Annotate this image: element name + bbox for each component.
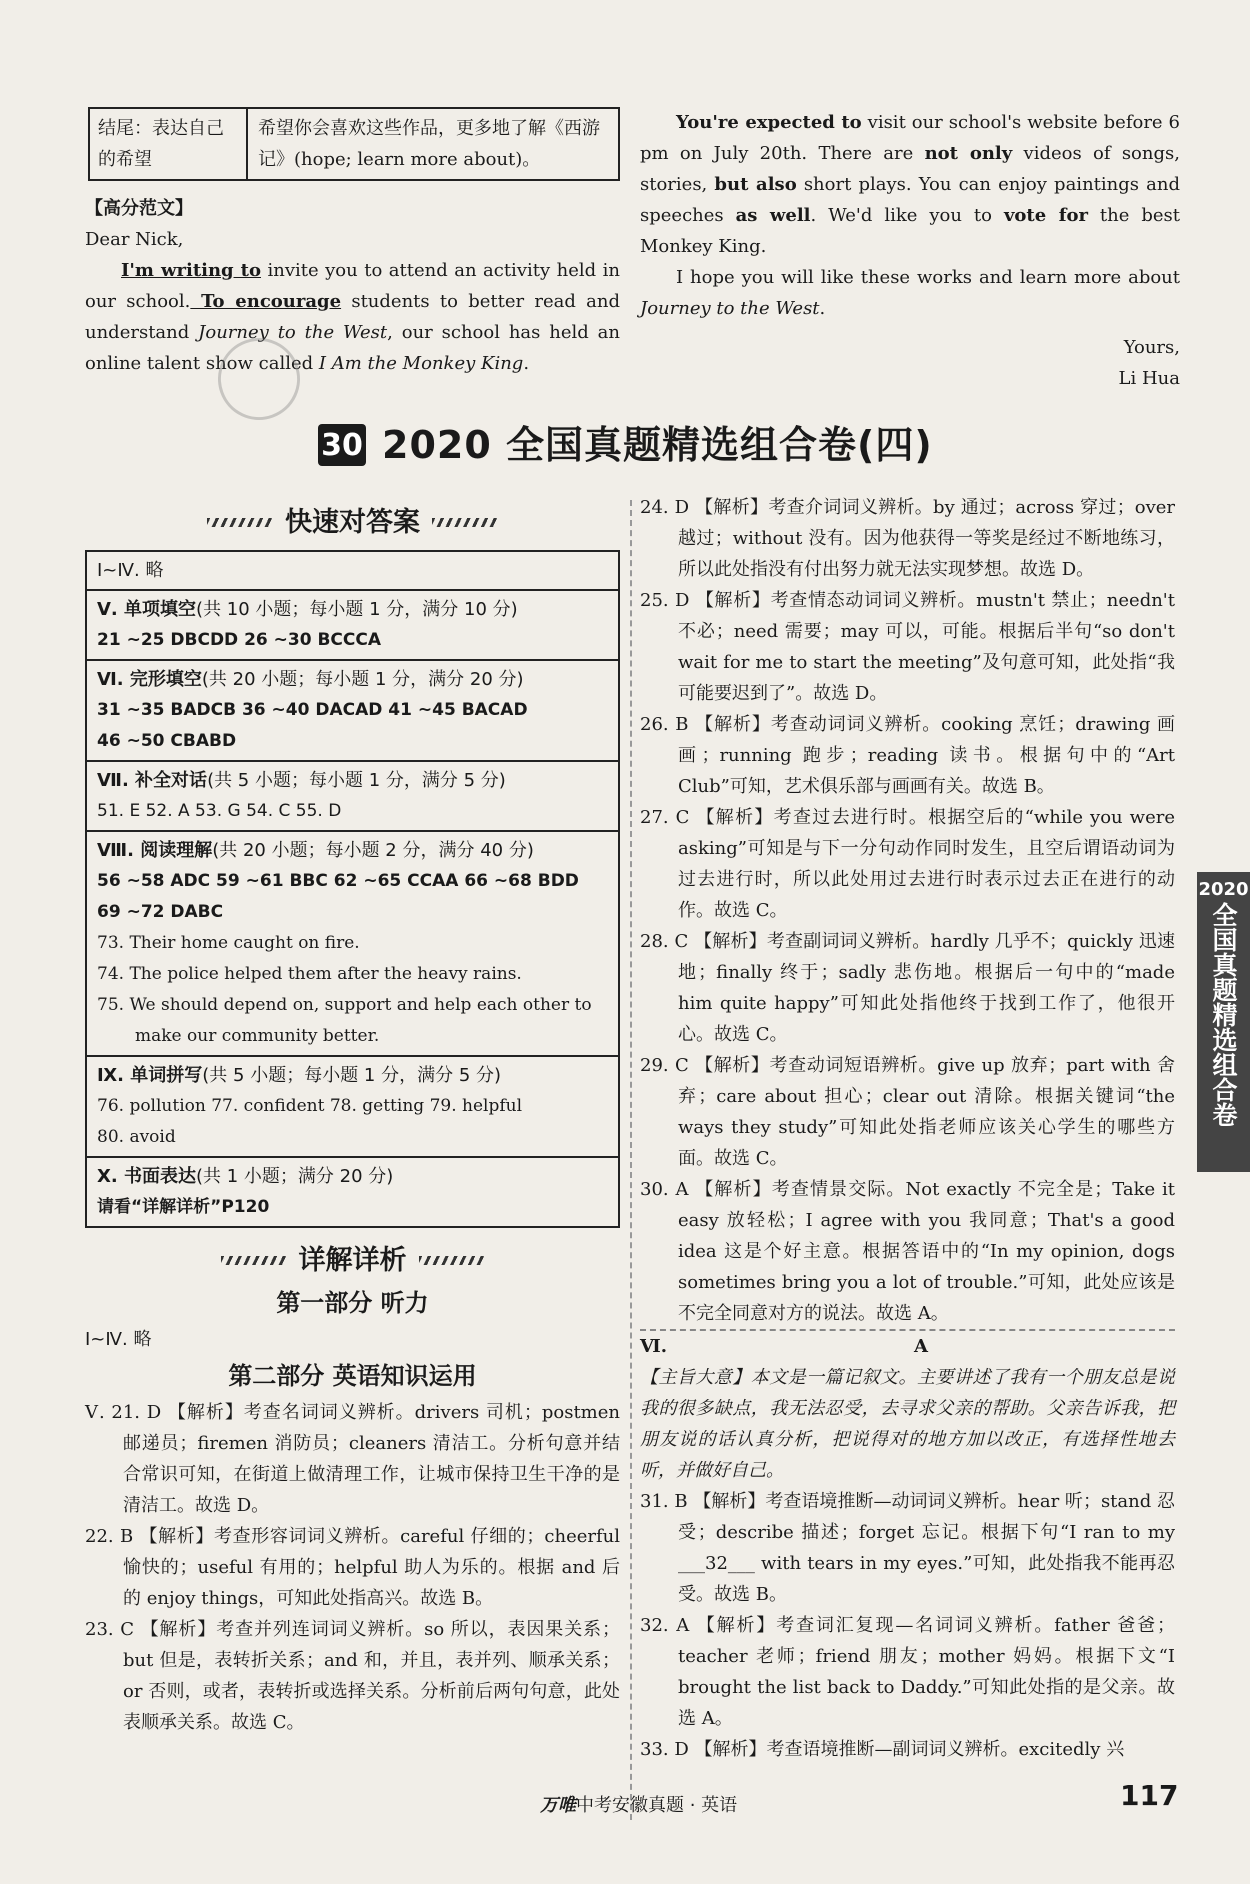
phrase: but also [714,174,797,195]
decor-stripes-icon [432,518,498,527]
explanation-item: 25. D 【解析】考查情态动词词义辨析。mustn't 禁止；needn't 不必；need 需要；may 可以，可能。根据后半句“so don't wait for me to start the meeting”及句意可知，此处指“我可能要迟到了”。故选 D。 [640,590,1175,704]
text: . [523,353,530,374]
outline-cell-label: 结尾：表达自己的希望 [90,109,248,179]
answer-line: 75. We should depend on, support and help each other to make our community better. [97,995,592,1046]
section-heading [97,1161,608,1192]
section-six-heading [640,1329,1175,1362]
passage-summary: 【主旨大意】本文是一篇记叙文。主要讲述了我有一个朋友总是说我的很多缺点，我无法忍受，去寻求父亲的帮助。父亲告诉我，把朋友说的话认真分析，把说得对的地方加以改正，有选择性地去听，并做好自己。 [640,1367,1175,1481]
text: students to better read and understand [85,291,620,343]
explanation-item: 23. C 【解析】考查并列连词词义辨析。so 所以，表因果关系；but 但是，表转折关系；and 和，并且，表并列、顺承关系；or 否则，或者，表转折或选择关系。分析前后两句句意，此处表顺承关系。故选 C。 [85,1619,620,1733]
explanation-item: 32. A 【解析】考查词汇复现—名词词义辨析。father 爸爸；teacher 老师；friend 朋友；mother 妈妈。根据下文“I brought the list back to Daddy.”可知此处指的是父亲。故选 A。 [640,1615,1175,1729]
left-column [85,500,620,1738]
sample-heading: 【高分范文】 [85,198,193,219]
answer-box [85,550,620,1228]
phrase: as well [735,205,811,226]
footer-text: 中考安徽真题 · 英语 [576,1795,738,1816]
sample-paragraph-3 [640,262,1180,324]
side-tab [1197,872,1250,1172]
section-heading [97,664,608,695]
answer-section [87,832,618,1057]
section-name: Ⅵ. 完形填空 [97,669,202,690]
section-heading [97,594,608,625]
answer-line: 80. avoid [97,1127,176,1147]
footer-brand: 万唯 [540,1795,576,1816]
phrase: I'm writing to [121,260,261,281]
answer-section [87,591,618,661]
answer-line: 56 ~58 ADC 59 ~61 BBC 62 ~65 CCAA 66 ~68 BDD [97,871,579,891]
paper-number-badge: 30 [318,424,366,466]
side-tab-year: 2020 [1198,879,1249,900]
answer-section [87,552,618,591]
text: videos of songs, stories, [640,143,1180,195]
text: , our school has held an online talent show called [85,322,620,374]
explanation-item: 31. B 【解析】考查语境推断—动词词义辨析。hear 听；stand 忍受；describe 描述；forget 忘记。根据下句“I ran to my ___32___ with tears in my eyes.”可知，此处指我不能再忍受。故选 B。 [640,1491,1175,1605]
passage-letter: A [914,1336,928,1357]
explanation-item: 27. C 【解析】考查过去进行时。根据空后的“while you were asking”可知是与下一分句动作同时发生，且空后谓语动词为过去进行时，所以此处用过去进行时表示过去正在进行的动作。故选 C。 [640,807,1175,921]
part-two-heading: 第二部分 英语知识运用 [228,1362,477,1390]
detail-title: 详解详析 [298,1244,407,1276]
explanation-item: 30. A 【解析】考查情景交际。Not exactly 不完全是；Take it easy 放轻松；I agree with you 我同意；That's a good idea 这是个好主意。根据答语中的“In my opinion, dogs sometimes bring you a lot of trouble.”可知，此处应该是不完全同意对方的说法。故选 A。 [640,1179,1175,1324]
section-heading: Ⅰ~Ⅳ. 略 [97,560,164,581]
paper-banner [318,418,948,472]
explanation-item: Ⅴ. 21. D 【解析】考查名词词义辨析。drivers 司机；postmen 邮递员；firemen 消防员；cleaners 清洁工。分析句意并结合常识可知，在街道上做清理工作，让城市保持卫生干净的是清洁工。故选 D。 [85,1402,620,1516]
answer-line: 69 ~72 DABC [97,902,224,922]
section-heading [97,1060,608,1091]
answer-line: 21 ~25 DBCDD 26 ~30 BCCCA [97,630,382,650]
section-note: (共 1 小题；满分 20 分) [195,1166,394,1187]
section-note: (共 20 小题；每小题 2 分，满分 40 分) [212,840,534,861]
book-title: Journey to the West [640,298,820,319]
side-tab-label: 全国真题精选组合卷 [1209,902,1238,1127]
answer-line: 请看“详解详析”P120 [97,1197,270,1217]
answer-line: 46 ~50 CBABD [97,731,237,751]
section-name: Ⅹ. 书面表达 [97,1166,196,1187]
section-name: Ⅸ. 单词拼写 [97,1065,203,1086]
explanation-item: 29. C 【解析】考查动词短语辨析。give up 放弃；part with 舍弃；care about 担心；clear out 清除。根据关键词“the ways they study”可知此处指老师应该关心学生的哪些方面。故选 C。 [640,1055,1175,1169]
page-number: 117 [1120,1779,1179,1812]
section-heading [97,765,608,796]
text: visit our school's website before 6 pm on July 20th. There are [640,112,1180,164]
part-one-answer: Ⅰ~Ⅳ. 略 [85,1329,152,1350]
section-note: (共 20 小题；每小题 1 分，满分 20 分) [201,669,524,690]
text: . [819,298,826,319]
sample-paragraph-1 [85,255,620,379]
sample-greeting: Dear Nick, [85,229,184,250]
section-note: (共 10 小题；每小题 1 分，满分 10 分) [196,599,518,620]
sample-closing: Yours, [1123,337,1180,358]
decor-stripes-icon [207,518,273,527]
detail-heading [85,1238,620,1282]
sample-essay-left [85,193,620,379]
explanation-item: 33. D 【解析】考查语境推断—副词词义辨析。excitedly 兴 [640,1739,1125,1760]
explanation-item: 24. D 【解析】考查介词词义辨析。by 通过；across 穿过；over 越过；without 没有。因为他获得一等奖是经过不断地练习，所以此处指没有付出努力就无法实现梦想。故选 D。 [640,497,1175,580]
sample-paragraph-2 [640,107,1180,262]
text: short plays. You can enjoy paintings and speeches [640,174,1180,226]
answer-line: 73. Their home caught on fire. [97,933,360,953]
phrase: not only [924,143,1013,164]
explanation-item: 28. C 【解析】考查副词词义辨析。hardly 几乎不；quickly 迅速地；finally 终于；sadly 悲伤地。根据后一句中的“made him quite happy”可知此处指他终于找到工作了，他很开心。故选 C。 [640,931,1175,1045]
section-label: Ⅵ. [640,1336,667,1357]
text: . We'd like you to [810,205,1004,226]
section-name: Ⅷ. 阅读理解 [97,840,213,861]
answer-section [87,661,618,762]
phrase: You're expected to [676,112,862,133]
paper-title: 2020 全国真题精选组合卷(四) [382,422,933,467]
quick-answer-heading [85,500,620,544]
outline-table [88,107,620,181]
explanation-item: 26. B 【解析】考查动词词义辨析。cooking 烹饪；drawing 画画；running 跑步；reading 读书。根据句中的“Art Club”可知，艺术俱乐部与画画有关。故选 B。 [640,714,1175,797]
sample-essay-right [640,107,1180,394]
answer-section [87,1057,618,1158]
answer-line: 31 ~35 BADCB 36 ~40 DACAD 41 ~45 BACAD [97,700,528,720]
text: invite you to attend an activity held in our school. [85,260,620,312]
outline-cell-content: 希望你会喜欢这些作品，更多地了解《西游记》(hope; learn more about)。 [258,118,600,170]
sample-signature: Li Hua [1118,368,1180,389]
quick-answer-title: 快速对答案 [285,506,420,538]
answer-line: 51. E 52. A 53. G 54. C 55. D [97,801,342,821]
section-note: (共 5 小题；每小题 1 分，满分 5 分) [202,1065,502,1086]
explanation-item: 22. B 【解析】考查形容词词义辨析。careful 仔细的；cheerful 愉快的；useful 有用的；helpful 助人为乐的。根据 and 后的 enjoy things，可知此处指高兴。故选 B。 [85,1526,620,1609]
answer-line: 76. pollution 77. confident 78. getting 79. helpful [97,1096,523,1116]
answer-section [87,762,618,832]
phrase: vote for [1003,205,1088,226]
answer-line: 74. The police helped them after the heavy rains. [97,964,522,984]
part-one-heading: 第一部分 听力 [276,1289,429,1317]
section-heading [97,835,608,866]
section-name: Ⅶ. 补全对话 [97,770,208,791]
answer-section [87,1158,618,1226]
show-title: I Am the Monkey King [318,353,524,374]
decor-stripes-icon [419,1256,485,1265]
column-divider [630,500,632,1820]
text: I hope you will like these works and learn more about [676,267,1180,288]
section-name: Ⅴ. 单项填空 [97,599,197,620]
decor-stripes-icon [221,1256,287,1265]
book-title: Journey to the West [198,322,388,343]
phrase: To encourage [190,291,342,312]
footer [540,1790,737,1821]
right-column [640,492,1175,1765]
section-note: (共 5 小题；每小题 1 分，满分 5 分) [207,770,506,791]
text: the best Monkey King. [640,205,1181,257]
